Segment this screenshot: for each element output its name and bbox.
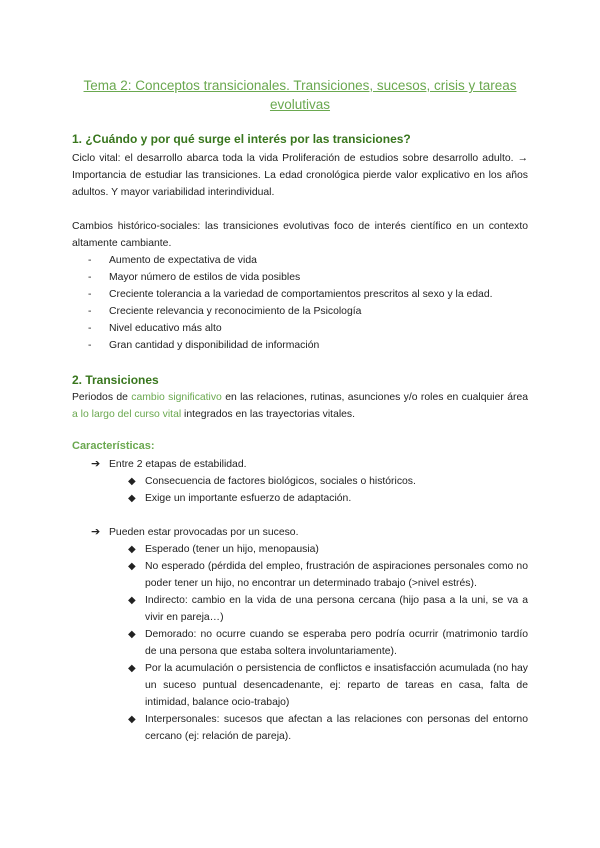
list-item: - Creciente tolerancia a la variedad de comportamientos prescritos al sexo y la edad. bbox=[88, 289, 493, 300]
list-item: - Mayor número de estilos de vida posibles bbox=[88, 272, 301, 283]
characteristic-point-2: ➔ Pueden estar provocadas por un suceso. bbox=[91, 524, 298, 541]
section-2-heading: 2. Transiciones bbox=[72, 373, 159, 387]
diamond-bullet-icon: ◆ bbox=[128, 544, 136, 555]
list-item: ◆ Interpersonales: sucesos que afectan a las relaciones con personas del entorno cercano (ej: relación de pareja). bbox=[128, 711, 528, 745]
arrow-bullet-icon: ➔ bbox=[91, 526, 101, 538]
diamond-bullet-icon: ◆ bbox=[128, 476, 136, 487]
diamond-bullet-icon: ◆ bbox=[128, 663, 136, 674]
list-item: ◆ Demorado: no ocurre cuando se esperaba pero podría ocurrir (matrimonio tardío de una persona que estaba soltera involuntariamente). bbox=[128, 626, 528, 660]
section-1-heading: 1. ¿Cuándo y por qué surge el interés por las transiciones? bbox=[72, 132, 411, 146]
list-item: - Aumento de expectativa de vida bbox=[88, 255, 257, 266]
diamond-bullet-icon: ◆ bbox=[128, 629, 136, 640]
list-item: ◆ Esperado (tener un hijo, menopausia) bbox=[128, 541, 528, 558]
section-1-paragraph-1: Ciclo vital: el desarrollo abarca toda la vida Proliferación de estudios sobre desarrollo adulto. → Importancia de estudiar las transiciones. La edad cronológica pierde valor explicativo en los años adultos. Y mayor variabilidad interindividual. bbox=[72, 153, 528, 198]
list-item: ◆ Consecuencia de factores biológicos, sociales o históricos. bbox=[128, 473, 528, 490]
characteristics-subheading: Características: bbox=[72, 440, 155, 452]
diamond-bullet-icon: ◆ bbox=[128, 493, 136, 504]
section-1-dash-list bbox=[88, 252, 493, 354]
list-item: ◆ Exige un importante esfuerzo de adaptación. bbox=[128, 490, 528, 507]
list-item: - Creciente relevancia y reconocimiento de la Psicología bbox=[88, 306, 362, 317]
section-1-paragraph-2: Cambios histórico-sociales: las transiciones evolutivas foco de interés científico en un contexto altamente cambiante. bbox=[72, 221, 528, 249]
highlight-significant-change: cambio significativo bbox=[131, 392, 222, 403]
list-item: ◆ Por la acumulación o persistencia de conflictos e insatisfacción acumulada (no hay un suceso puntual desencadenante, ej: reparto de tareas en casa, falta de intimidad, balance ocio-trabajo) bbox=[128, 660, 528, 711]
list-item: ◆ Indirecto: cambio en la vida de una persona cercana (hijo pasa a la uni, se va a vivir en pareja…) bbox=[128, 592, 528, 626]
section-2-definition: Periodos de cambio significativo en las relaciones, rutinas, asunciones y/o roles en cualquier área a lo largo del curso vital integrados en las trayectorias vitales. bbox=[72, 392, 528, 420]
diamond-bullet-icon: ◆ bbox=[128, 714, 136, 725]
title-line-2: evolutivas bbox=[269, 97, 331, 112]
arrow-bullet-icon: ➔ bbox=[91, 458, 101, 470]
diamond-bullet-icon: ◆ bbox=[128, 561, 136, 572]
diamond-bullet-icon: ◆ bbox=[128, 595, 136, 606]
list-item: - Nivel educativo más alto bbox=[88, 323, 222, 334]
point-2-list bbox=[128, 541, 528, 745]
document-title bbox=[72, 76, 528, 114]
point-1-list bbox=[128, 473, 528, 507]
list-item: ◆ No esperado (pérdida del empleo, frustración de aspiraciones personales como no poder tener un hijo, no encontrar un determinado trabajo (>nivel estrés). bbox=[128, 558, 528, 592]
characteristic-point-1: ➔ Entre 2 etapas de estabilidad. bbox=[91, 456, 246, 473]
list-item: - Gran cantidad y disponibilidad de información bbox=[88, 340, 320, 351]
highlight-life-course: a lo largo del curso vital bbox=[72, 409, 182, 420]
title-line-1: Tema 2: Conceptos transicionales. Transiciones, sucesos, crisis y tareas bbox=[83, 78, 517, 93]
